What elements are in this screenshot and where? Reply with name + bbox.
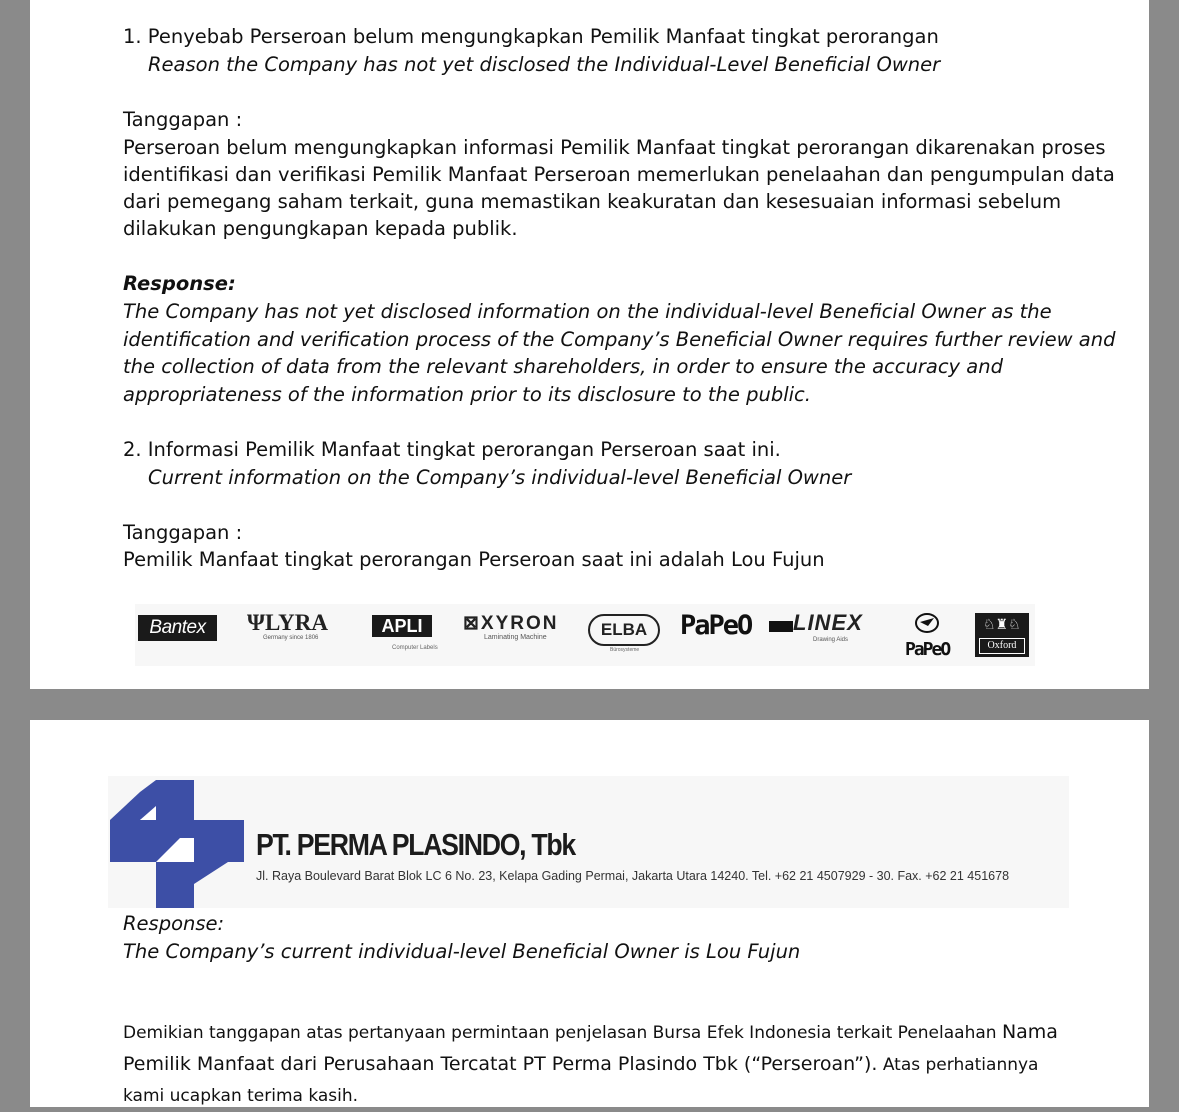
company-cross-logo — [110, 780, 244, 908]
papeo-tag-icon — [769, 621, 793, 632]
question-1-response-id-line: identifikasi dan verifikasi Pemilik Manfaat Perseroan memerlukan penelaahan dan pengumpulan data — [123, 163, 1115, 186]
question-1-response-en-line: the collection of data from the relevant shareholders, in order to ensure the accuracy and — [123, 355, 1003, 378]
lyra-logo-text: LYRA — [264, 610, 328, 635]
response-en: The Company’s current individual-level Beneficial Owner is Lou Fujun — [123, 940, 801, 963]
question-1-response-id-line: dilakukan pengungkapan kepada publik. — [123, 217, 518, 240]
response-label: Response: — [123, 912, 225, 935]
company-name: PT. PERMA PLASINDO, Tbk — [256, 827, 575, 862]
question-1-title-en: Reason the Company has not yet disclosed the Individual-Level Beneficial Owner — [148, 53, 941, 76]
linex-logo: LINEX — [793, 610, 863, 635]
elba-logo: ELBA — [588, 614, 660, 646]
question-1-response-id-line: dari pemegang saham terkait, guna memastikan keakuratan dan kesesuaian informasi sebelum — [123, 190, 1062, 213]
question-2-title: 2. Informasi Pemilik Manfaat tingkat perorangan Perseroan saat ini. — [123, 438, 781, 461]
papeo-bird-icon — [914, 612, 940, 634]
apli-tagline: Computer Labels — [392, 645, 438, 651]
oxford-crest-icon: ♘♜♘ — [983, 616, 1021, 632]
question-1-tanggapan-label: Tanggapan : — [123, 108, 243, 131]
brand-logo-strip — [135, 604, 1035, 666]
question-1-response-label: Response: — [123, 272, 236, 295]
oxford-logo-text: Oxford — [979, 638, 1025, 654]
xyron-logo: ⊠XYRON — [463, 613, 559, 634]
xyron-logo-text: XYRON — [480, 613, 559, 634]
question-1-response-en-line: identification and verification process of the Company’s Beneficial Owner requires further review and — [123, 328, 1116, 351]
document-page-2 — [30, 720, 1149, 1107]
lyra-logo: ΨLYRA — [247, 610, 328, 635]
company-address: Jl. Raya Boulevard Barat Blok LC 6 No. 23, Kelapa Gading Permai, Jakarta Utara 14240. Tel. +62 21 4507929 - 30. Fax. +62 21 451678 — [256, 869, 1010, 883]
linex-tagline: Drawing Aids — [813, 637, 849, 643]
question-1-response-id-line: Perseroan belum mengungkapkan informasi Pemilik Manfaat tingkat perorangan dikarenakan proses — [123, 136, 1106, 159]
elba-tagline: Bürosysteme — [610, 647, 640, 653]
document-page-1 — [30, 0, 1149, 689]
closing-text-part-1: Demikian tanggapan atas pertanyaan permintaan penjelasan Bursa Efek Indonesia terkait Penelaahan — [123, 1023, 1002, 1043]
closing-text-part-2: Nama Pemilik Manfaat dari Perusahaan Tercatat PT Perma Plasindo Tbk (“Perseroan”). — [123, 1021, 1058, 1075]
question-2-title-en: Current information on the Company’s individual-level Beneficial Owner — [148, 466, 852, 489]
question-2-tanggapan-label: Tanggapan : — [123, 521, 243, 544]
question-2-response-id: Pemilik Manfaat tingkat perorangan Perseroan saat ini adalah Lou Fujun — [123, 548, 825, 571]
question-1-title: 1. Penyebab Perseroan belum mengungkapkan Pemilik Manfaat tingkat perorangan — [123, 25, 939, 48]
closing-paragraph — [123, 1017, 1058, 1112]
closing-text-part-3: Atas perhatiannya kami ucapkan terima kasih. — [123, 1055, 1039, 1106]
question-1-response-en-line: appropriateness of the information prior to its disclosure to the public. — [123, 383, 811, 406]
papeo-logo-2: PaPeO — [905, 639, 950, 660]
xyron-tagline: Laminating Machine — [484, 634, 547, 641]
papeo-logo: PaPeO — [680, 610, 752, 641]
question-1-response-en-line: The Company has not yet disclosed information on the individual-level Beneficial Owner as the — [123, 300, 1052, 323]
bantex-logo: Bantex — [138, 615, 217, 641]
oxford-logo — [975, 613, 1029, 657]
lyra-tagline: Germany since 1806 — [263, 635, 319, 641]
apli-logo: APLI — [372, 615, 432, 637]
company-letterhead — [108, 776, 1069, 908]
